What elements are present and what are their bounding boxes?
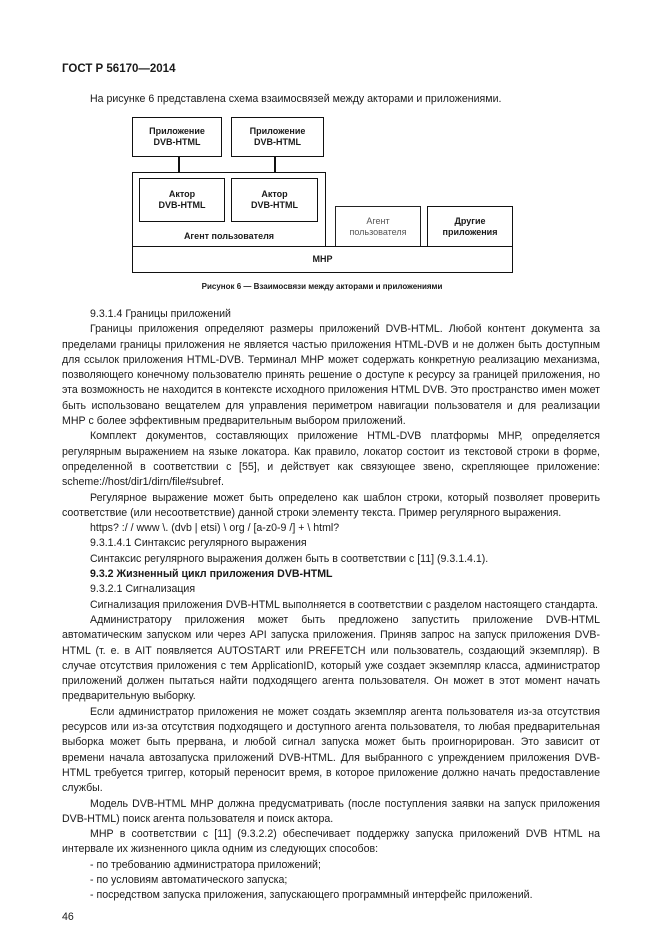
- body-text: [62, 307, 600, 904]
- paragraph: Синтаксис регулярного выражения должен быть в соответствии с [11] (9.3.1.4.1).: [90, 552, 489, 565]
- box-label: Актор: [261, 189, 288, 199]
- regex-example: https? :/ / www \. (dvb | etsi) \ org / [a-z0-9 /] + \ html?: [90, 522, 340, 535]
- document-header: ГОСТ Р 56170—2014: [62, 63, 176, 75]
- other-apps-box: [427, 206, 513, 248]
- figure-6-diagram: [0, 0, 661, 300]
- box-label: пользователя: [349, 227, 407, 237]
- box-label: Приложение: [149, 126, 205, 136]
- box-label: приложения: [442, 227, 498, 237]
- subsection-heading: 9.3.2.1 Сигнализация: [90, 583, 196, 596]
- paragraph: Границы приложения определяют размеры приложений DVB-HTML. Любой контент документа за пределами границы приложения не является частью приложения HTML-DVB и не должен быть доступным для ссылок приложения HTML-DVB. Терминал МНР может содержать конкретную реализацию механизма, позволяющего конечному пользователю принять решение о доступе к ресурсу за границей приложения, но эта возможность не находится в контексте исходного приложения HTML DVB. Это пространство имен может быть использовано вещателем для управления периметром навигации пользователя и для реализации МНР с более эффективным предварительным выбором приложений.: [62, 323, 600, 428]
- section-heading: 9.3.2 Жизненный цикл приложения DVB-HTML: [90, 568, 333, 581]
- list-item: - посредством запуска приложения, запускающего программный интерфейс приложений.: [90, 889, 533, 902]
- subsection-heading: 9.3.1.4 Границы приложений: [90, 308, 231, 320]
- paragraph: Администратору приложения может быть предложено запустить приложение DVB-HTML автоматическим запуском или через API запуска приложения. Приняв запрос на запуск приложения DVB-HTML (т. е. в AIT появляется AUTOSTART или PREFETCH или пользователь, создающий экземпляр). В случае отсутствия приложения с тем ApplicationID, который уже создает экземпляр класса, администратор приложений должен пытаться найти подходящего агента пользователя. Он может в этот момент начать предварительную выборку.: [62, 613, 600, 703]
- list-item: - по требованию администратора приложений;: [90, 858, 321, 871]
- box-label: DVB-HTML: [251, 200, 298, 210]
- box-label: Приложение: [249, 126, 306, 136]
- box-label: Агент: [366, 216, 390, 226]
- paragraph: Если администратор приложения не может создать экземпляр агента пользователя из-за отсутствия ресурсов или из-за отсутствия подходящего и доступного агента пользователя, то любая предварительная выборка может быть прервана, и любой сигнал запуска может быть проигнорирован. Это зависит от времени начала автозапуска приложений DVB-HTML. Для выбранного с упреждением приложения DVB-HTML требуется триггер, который переносит время, в которое приложение должно начать предоставление службы.: [62, 705, 600, 795]
- page-number: 46: [62, 910, 74, 923]
- box-label: DVB-HTML: [153, 137, 201, 147]
- app-box-2: [231, 117, 324, 157]
- actor-box-2: [231, 178, 318, 222]
- subsection-heading: 9.3.1.4.1 Синтаксис регулярного выражения: [90, 537, 307, 550]
- paragraph: Сигнализация приложения DVB-HTML выполняется в соответствии с разделом настоящего стандарта.: [90, 598, 598, 611]
- paragraph: Регулярное выражение может быть определено как шаблон строки, который позволяет проверить соответствие (или несоответствие) данной строки элементу текста. Пример регулярного выражения.: [62, 491, 600, 519]
- mhp-box: [132, 246, 513, 273]
- app-box-1: [132, 117, 222, 157]
- figure-caption: Рисунок 6 — Взаимосвязи между акторами и приложениями: [201, 282, 443, 291]
- box-label: DVB-HTML: [158, 200, 206, 210]
- paragraph: МНР в соответствии с [11] (9.3.2.2) обеспечивает поддержку запуска приложений DVB HTML на интервале их жизненного цикла одним из следующих способов:: [62, 828, 600, 856]
- box-label: DVB-HTML: [254, 137, 301, 147]
- text-flow: [62, 307, 600, 925]
- mhp-label: МНР: [312, 254, 333, 264]
- paragraph: Модель DVB-HTML МНР должна предусматривать (после поступления заявки на запуск приложения DVB-HTML) поиск агента пользователя и поиск актора.: [62, 797, 600, 825]
- box-label: Другие: [454, 216, 486, 226]
- user-agent-label: Агент пользователя: [183, 231, 275, 241]
- box-label: Актор: [168, 189, 196, 199]
- paragraph: Комплект документов, составляющих приложение HTML-DVB платформы МНР, определяется регулярным выражением на языке локатора. Как правило, локатор состоит из текстовой строки в форме, определенной в соответствии с [55], и действует как связующее звено, скрепляющее приложение: scheme://host/dir1/dirn/file#subref.: [62, 430, 600, 489]
- user-agent-box-2: [335, 206, 421, 248]
- actor-box-1: [139, 178, 225, 222]
- intro-text: На рисунке 6 представлена схема взаимосвязей между акторами и приложениями.: [90, 93, 502, 105]
- list-item: - по условиям автоматического запуска;: [90, 873, 288, 886]
